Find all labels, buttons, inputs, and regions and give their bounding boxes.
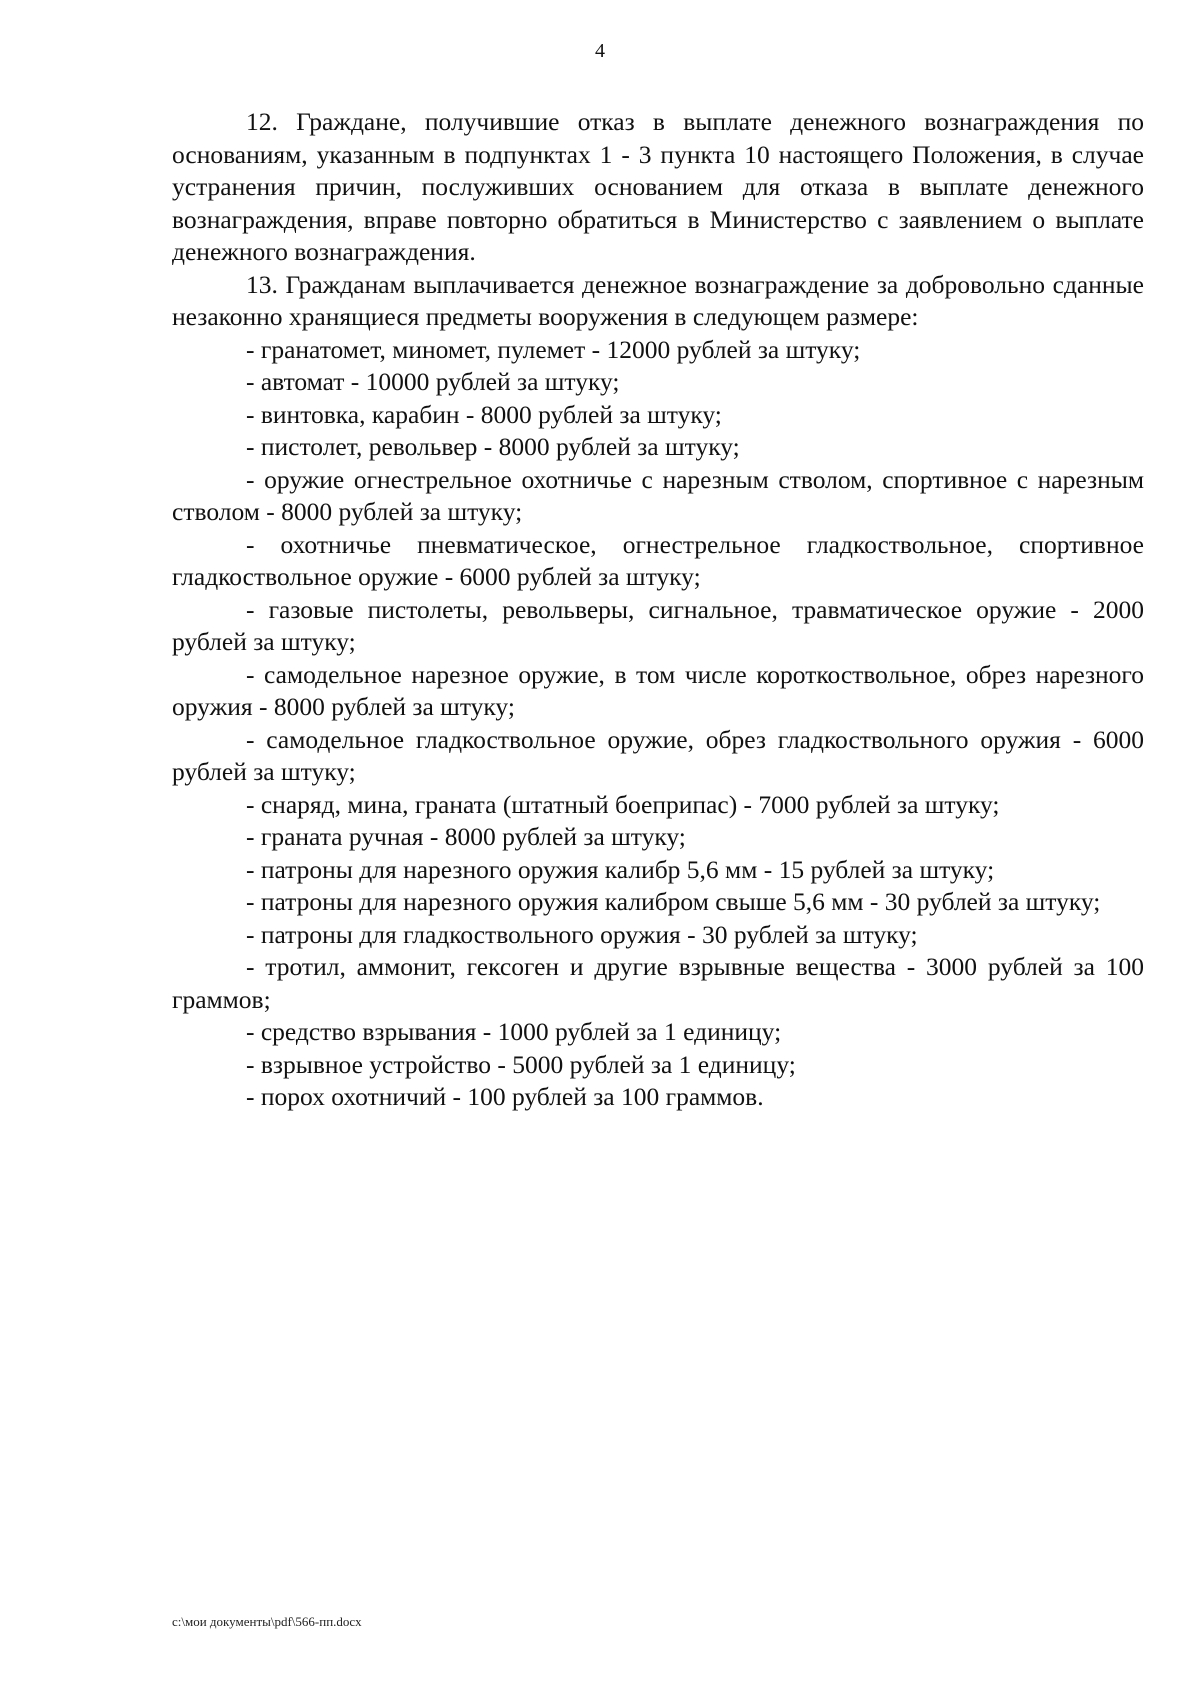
- page-number: 4: [595, 40, 605, 62]
- list-item-detonator: - средство взрывания - 1000 рублей за 1 единицу;: [246, 1017, 782, 1046]
- list-item-cartridges-over-5-6: - патроны для нарезного оружия калибром свыше 5,6 мм - 30 рублей за штуку;: [246, 887, 1101, 916]
- list-item-pistol-revolver: - пистолет, револьвер - 8000 рублей за штуку;: [246, 432, 740, 461]
- list-item-rifled-hunting: - оружие огнестрельное охотничье с нарезным стволом, спортивное с нарезным стволом - 8000 рублей за штуку;: [172, 464, 1144, 526]
- list-item-gas-signal-traumatic: - газовые пистолеты, револьверы, сигнальное, травматическое оружие - 2000 рублей за штуку;: [172, 594, 1144, 656]
- list-item-homemade-smoothbore: - самодельное гладкоствольное оружие, обрез гладкоствольного оружия - 6000 рублей за штуку;: [172, 724, 1144, 786]
- footer-file-path: c:\мои документы\pdf\566-пп.docx: [172, 1614, 362, 1629]
- list-item-hunting-powder: - порох охотничий - 100 рублей за 100 граммов.: [246, 1082, 764, 1111]
- list-item-hand-grenade: - граната ручная - 8000 рублей за штуку;: [246, 822, 686, 851]
- list-item-shell-mine-grenade: - снаряд, мина, граната (штатный боеприпас) - 7000 рублей за штуку;: [246, 789, 1000, 819]
- list-item-explosive-device: - взрывное устройство - 5000 рублей за 1 единицу;: [246, 1049, 796, 1079]
- list-item-automatic-rifle: - автомат - 10000 рублей за штуку;: [246, 367, 620, 396]
- paragraph-12: 12. Граждане, получившие отказ в выплате денежного вознаграждения по основаниям, указанным в подпунктах 1 - 3 пункта 10 настоящего Положения, в случае устранения причин, послуживших основанием для отказа в выплате денежного вознаграждения, вправе повторно обратиться в Министерство с заявлением о выплате денежного вознаграждения.: [172, 107, 1144, 266]
- document-body: [172, 106, 1144, 1114]
- list-item-rifle-carbine: - винтовка, карабин - 8000 рублей за штуку;: [246, 399, 722, 429]
- paragraph-13: 13. Гражданам выплачивается денежное вознаграждение за добровольно сданные незаконно хранящиеся предметы вооружения в следующем размере:: [172, 269, 1144, 331]
- list-item-cartridges-5-6: - патроны для нарезного оружия калибр 5,6 мм - 15 рублей за штуку;: [246, 854, 995, 884]
- list-item-cartridges-smoothbore: - патроны для гладкоствольного оружия - 30 рублей за штуку;: [246, 919, 918, 949]
- list-item-homemade-rifled: - самодельное нарезное оружие, в том числе короткоствольное, обрез нарезного оружия - 8000 рублей за штуку;: [172, 659, 1144, 721]
- list-item-explosives: - тротил, аммонит, гексоген и другие взрывные вещества - 3000 рублей за 100 граммов;: [172, 952, 1144, 1014]
- list-item-grenade-launcher: - гранатомет, миномет, пулемет - 12000 рублей за штуку;: [246, 334, 861, 364]
- list-item-pneumatic-smoothbore: - охотничье пневматическое, огнестрельное гладкоствольное, спортивное гладкоствольное оружие - 6000 рублей за штуку;: [172, 529, 1144, 591]
